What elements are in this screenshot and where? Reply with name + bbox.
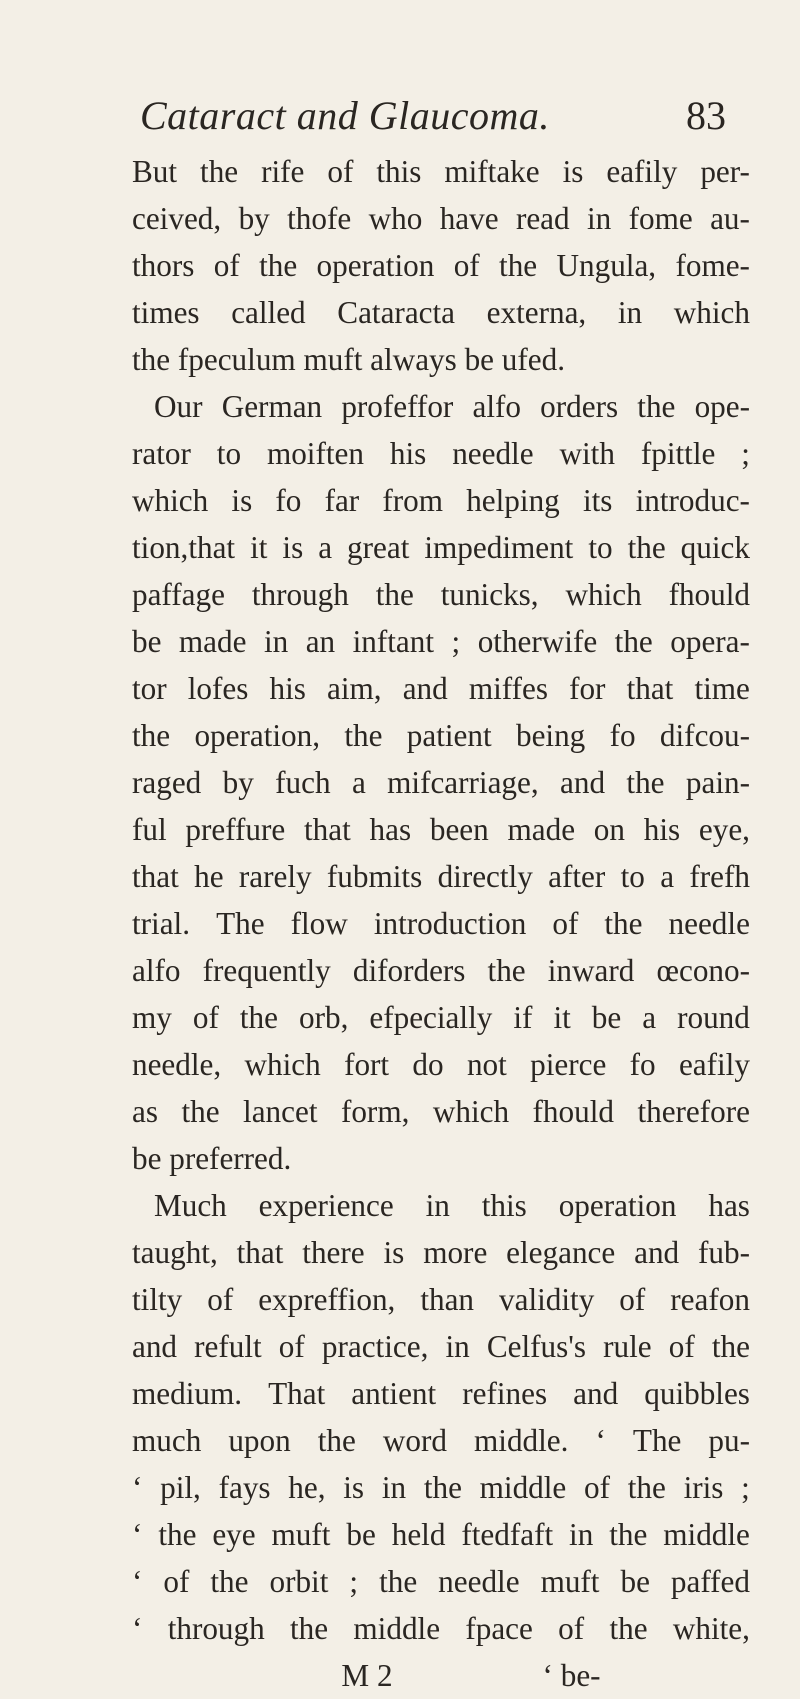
- word: the: [158, 1517, 197, 1552]
- word: read: [515, 201, 570, 236]
- word: middle: [353, 1611, 441, 1646]
- word: that: [236, 1235, 284, 1270]
- word: from: [382, 483, 444, 518]
- word: is: [383, 1235, 405, 1270]
- word: directly: [437, 859, 533, 894]
- text-line: [132, 759, 750, 806]
- word: which: [673, 295, 750, 330]
- word: fubmits: [326, 859, 423, 894]
- word: paffed: [670, 1564, 750, 1599]
- word: rife: [261, 154, 305, 189]
- word: ope-: [694, 389, 750, 424]
- word: and: [634, 1235, 680, 1270]
- word: Much: [154, 1188, 227, 1223]
- word: has: [369, 812, 412, 847]
- text-line: [132, 1088, 750, 1135]
- text-line: [132, 1511, 750, 1558]
- word: reafon: [670, 1282, 750, 1317]
- word: ;: [741, 1470, 750, 1505]
- word: the: [210, 1564, 249, 1599]
- word: refines: [462, 1376, 548, 1411]
- word: frefh: [689, 859, 750, 894]
- word: ‘: [132, 1564, 143, 1599]
- word: the: [375, 577, 414, 612]
- word: a: [660, 859, 675, 894]
- text-line: [132, 853, 750, 900]
- word: experience: [258, 1188, 394, 1223]
- word: that: [626, 671, 674, 706]
- catchword: ‘ be-: [542, 1658, 601, 1693]
- word: fays: [218, 1470, 271, 1505]
- word: lofes: [187, 671, 249, 706]
- body-text: [132, 148, 750, 1699]
- word: more: [423, 1235, 488, 1270]
- word: ftedfaft: [461, 1517, 554, 1552]
- word: an: [305, 624, 336, 659]
- word: to: [620, 859, 645, 894]
- word: profeffor: [341, 389, 454, 424]
- word: be: [132, 624, 162, 659]
- word: the: [344, 718, 383, 753]
- word: the: [609, 1611, 648, 1646]
- word: this: [481, 1188, 527, 1223]
- word: fuch: [275, 765, 331, 800]
- word: fhould: [668, 577, 750, 612]
- word: ;: [349, 1564, 359, 1599]
- word: German: [221, 389, 323, 424]
- word: white,: [672, 1611, 750, 1646]
- word: in: [263, 624, 289, 659]
- word: if: [513, 1000, 533, 1035]
- word: Celfus's: [486, 1329, 587, 1364]
- word: much: [132, 1423, 202, 1458]
- word: his: [643, 812, 681, 847]
- word: au-: [710, 201, 750, 236]
- word: made: [507, 812, 576, 847]
- text-line: [132, 712, 750, 759]
- word: the: [604, 906, 643, 941]
- word: ;: [451, 624, 461, 659]
- word: operation: [558, 1188, 677, 1223]
- word: as: [132, 1094, 158, 1129]
- word: miffes: [468, 671, 548, 706]
- word: introduc-: [635, 483, 750, 518]
- word: and: [573, 1376, 619, 1411]
- word: ceived,: [132, 201, 222, 236]
- text-line: [132, 994, 750, 1041]
- word: muft: [271, 1517, 331, 1552]
- word: it: [553, 1000, 571, 1035]
- word: flow: [290, 906, 348, 941]
- word: have: [439, 201, 499, 236]
- word: the: [609, 1517, 648, 1552]
- word: is: [282, 530, 304, 565]
- word: eafily: [678, 1047, 750, 1082]
- word: ‘: [132, 1611, 143, 1646]
- word: is: [231, 483, 253, 518]
- word: middle: [479, 1470, 567, 1505]
- text-line: [132, 806, 750, 853]
- text-line: [132, 1417, 750, 1464]
- word: of: [552, 906, 579, 941]
- word: rule: [603, 1329, 652, 1364]
- word: tion,that: [132, 530, 236, 565]
- word: antient: [351, 1376, 437, 1411]
- text-line: [132, 524, 750, 571]
- word: Ungula,: [556, 248, 657, 283]
- word: through: [251, 577, 349, 612]
- word: round: [677, 1000, 750, 1035]
- word: needle: [438, 1564, 520, 1599]
- word: by: [238, 201, 270, 236]
- word: ‘: [132, 1517, 143, 1552]
- word: middle: [663, 1517, 750, 1552]
- word: of: [163, 1564, 190, 1599]
- word: fo: [609, 718, 636, 753]
- text-line: [132, 289, 750, 336]
- text-line: [132, 618, 750, 665]
- word: orders: [540, 389, 619, 424]
- word: of: [207, 1282, 234, 1317]
- word: its: [582, 483, 613, 518]
- word: been: [429, 812, 489, 847]
- word: which: [565, 577, 642, 612]
- text-line: be preferred.: [132, 1141, 292, 1176]
- word: quibbles: [644, 1376, 750, 1411]
- word: a: [642, 1000, 657, 1035]
- word: diforders: [352, 953, 466, 988]
- text-line: the fpeculum muft always be ufed.: [132, 342, 566, 377]
- text-line: [132, 1464, 750, 1511]
- word: he,: [288, 1470, 326, 1505]
- word: expreffion,: [258, 1282, 396, 1317]
- word: tor: [132, 671, 167, 706]
- word: opera-: [670, 624, 750, 659]
- word: to: [588, 530, 613, 565]
- word: fhould: [532, 1094, 614, 1129]
- word: fort: [344, 1047, 390, 1082]
- word: thors: [132, 248, 195, 283]
- word: is: [343, 1470, 365, 1505]
- word: there: [302, 1235, 365, 1270]
- word: ‘: [595, 1423, 606, 1458]
- word: ful: [132, 812, 167, 847]
- word: elegance: [506, 1235, 616, 1270]
- word: lancet: [243, 1094, 318, 1129]
- word: this: [376, 154, 422, 189]
- word: pierce: [530, 1047, 607, 1082]
- word: eafily: [606, 154, 678, 189]
- word: in: [381, 1470, 407, 1505]
- word: Cataracta: [337, 295, 456, 330]
- text-line: [132, 430, 750, 477]
- text-line: [132, 1323, 750, 1370]
- word: fome: [628, 201, 693, 236]
- word: of: [192, 1000, 219, 1035]
- word: needle,: [132, 1047, 222, 1082]
- text-line: [132, 1229, 750, 1276]
- word: the: [200, 154, 239, 189]
- word: preffure: [185, 812, 286, 847]
- word: rarely: [238, 859, 312, 894]
- word: the: [637, 389, 676, 424]
- text-line: [132, 571, 750, 618]
- text-line: [132, 665, 750, 712]
- word: rator: [132, 436, 191, 471]
- word: The: [632, 1423, 682, 1458]
- word: Our: [154, 389, 203, 424]
- word: needle: [452, 436, 534, 471]
- word: otherwife: [477, 624, 598, 659]
- word: the: [239, 1000, 278, 1035]
- text-line: [132, 947, 750, 994]
- word: per-: [700, 154, 750, 189]
- word: fo: [629, 1047, 656, 1082]
- word: operation,: [194, 718, 321, 753]
- word: on: [593, 812, 625, 847]
- word: form,: [340, 1094, 410, 1129]
- word: fpace: [465, 1611, 533, 1646]
- running-head: [140, 92, 740, 142]
- text-line: [132, 477, 750, 524]
- word: introduction: [373, 906, 527, 941]
- word: needle: [668, 906, 750, 941]
- word: operation: [316, 248, 435, 283]
- word: helping: [466, 483, 560, 518]
- word: who: [368, 201, 423, 236]
- word: That: [268, 1376, 326, 1411]
- word: be: [620, 1564, 650, 1599]
- word: the: [487, 953, 526, 988]
- text-line: [132, 195, 750, 242]
- word: of: [213, 248, 240, 283]
- word: therefore: [637, 1094, 750, 1129]
- word: after: [548, 859, 606, 894]
- text-line: [132, 148, 750, 195]
- word: upon: [228, 1423, 291, 1458]
- word: held: [391, 1517, 446, 1552]
- word: the: [423, 1470, 462, 1505]
- word: impediment: [424, 530, 574, 565]
- word: called: [231, 295, 306, 330]
- word: of: [327, 154, 354, 189]
- word: it: [250, 530, 268, 565]
- word: taught,: [132, 1235, 218, 1270]
- word: be: [346, 1517, 376, 1552]
- word: be: [591, 1000, 622, 1035]
- word: the: [499, 248, 538, 283]
- word: of: [453, 248, 480, 283]
- word: a: [351, 765, 366, 800]
- signature-mark: M 2: [341, 1658, 393, 1693]
- running-title: Cataract and Glaucoma.: [140, 93, 550, 138]
- word: ;: [741, 436, 750, 471]
- word: the: [711, 1329, 750, 1364]
- word: pu-: [708, 1423, 750, 1458]
- word: thofe: [287, 201, 352, 236]
- word: in: [586, 201, 612, 236]
- word: of: [668, 1329, 695, 1364]
- text-line: [132, 242, 750, 289]
- word: the: [627, 1470, 666, 1505]
- word: not: [466, 1047, 507, 1082]
- word: eye: [212, 1517, 256, 1552]
- text-line: [132, 1276, 750, 1323]
- word: with: [559, 436, 615, 471]
- word: fome-: [675, 248, 750, 283]
- word: which: [244, 1047, 321, 1082]
- word: the: [379, 1564, 418, 1599]
- word: fub-: [698, 1235, 750, 1270]
- word: medium.: [132, 1376, 243, 1411]
- word: of: [619, 1282, 646, 1317]
- word: muft: [540, 1564, 600, 1599]
- word: and: [402, 671, 448, 706]
- word: inward: [547, 953, 635, 988]
- text-line: [132, 383, 750, 430]
- word: which: [432, 1094, 510, 1129]
- word: alfo: [132, 953, 181, 988]
- word: in: [569, 1517, 594, 1552]
- word: But: [132, 154, 178, 189]
- word: orbit: [269, 1564, 329, 1599]
- word: do: [412, 1047, 444, 1082]
- text-line: [132, 1182, 750, 1229]
- word: ‘: [132, 1470, 143, 1505]
- word: pain-: [685, 765, 750, 800]
- word: middle.: [474, 1423, 569, 1458]
- word: refult: [194, 1329, 262, 1364]
- word: the: [317, 1423, 356, 1458]
- word: raged: [132, 765, 202, 800]
- word: aim,: [327, 671, 382, 706]
- word: difcou-: [659, 718, 750, 753]
- word: the: [290, 1611, 329, 1646]
- word: fo: [275, 483, 302, 518]
- word: time: [694, 671, 750, 706]
- word: through: [167, 1611, 265, 1646]
- word: great: [347, 530, 410, 565]
- word: paffage: [132, 577, 225, 612]
- word: that: [304, 812, 351, 847]
- text-line: [132, 1558, 750, 1605]
- word: his: [269, 671, 306, 706]
- word: his: [389, 436, 427, 471]
- word: efpecially: [369, 1000, 493, 1035]
- word: pil,: [160, 1470, 201, 1505]
- word: that: [132, 859, 179, 894]
- word: in: [445, 1329, 470, 1364]
- word: fpittle: [640, 436, 716, 471]
- word: mifcarriage,: [387, 765, 539, 800]
- word: tunicks,: [440, 577, 539, 612]
- word: of: [278, 1329, 305, 1364]
- text-line: [132, 1041, 750, 1088]
- word: practice,: [321, 1329, 429, 1364]
- word: the: [181, 1094, 220, 1129]
- word: of: [558, 1611, 585, 1646]
- word: times: [132, 295, 200, 330]
- word: made: [178, 624, 247, 659]
- word: is: [562, 154, 584, 189]
- text-line: [132, 900, 750, 947]
- word: the: [259, 248, 298, 283]
- word: quick: [680, 530, 750, 565]
- word: eye,: [698, 812, 750, 847]
- word: being: [515, 718, 586, 753]
- word: he: [194, 859, 224, 894]
- word: the: [614, 624, 653, 659]
- word: a: [318, 530, 333, 565]
- word: the: [132, 718, 171, 753]
- word: to: [216, 436, 242, 471]
- word: which: [132, 483, 209, 518]
- word: than: [420, 1282, 475, 1317]
- word: externa,: [486, 295, 587, 330]
- word: inftant: [352, 624, 435, 659]
- word: iris: [683, 1470, 724, 1505]
- page-footer: [132, 1652, 750, 1699]
- word: alfo: [472, 389, 521, 424]
- word: the: [626, 765, 665, 800]
- word: for: [569, 671, 606, 706]
- word: my: [132, 1000, 172, 1035]
- word: trial.: [132, 906, 191, 941]
- word: has: [708, 1188, 750, 1223]
- text-line: [132, 1605, 750, 1652]
- word: miftake: [444, 154, 540, 189]
- word: orb,: [299, 1000, 349, 1035]
- word: moiften: [266, 436, 364, 471]
- word: patient: [406, 718, 492, 753]
- word: by: [222, 765, 254, 800]
- page-number: 83: [686, 93, 726, 138]
- word: œcono-: [656, 953, 750, 988]
- word: tilty: [132, 1282, 183, 1317]
- text-line: [132, 1370, 750, 1417]
- word: in: [617, 295, 643, 330]
- word: in: [425, 1188, 450, 1223]
- word: frequently: [202, 953, 331, 988]
- word: The: [216, 906, 265, 941]
- word: the: [627, 530, 666, 565]
- word: far: [324, 483, 360, 518]
- word: word: [382, 1423, 447, 1458]
- word: validity: [499, 1282, 595, 1317]
- word: and: [560, 765, 606, 800]
- word: and: [132, 1329, 178, 1364]
- word: of: [584, 1470, 610, 1505]
